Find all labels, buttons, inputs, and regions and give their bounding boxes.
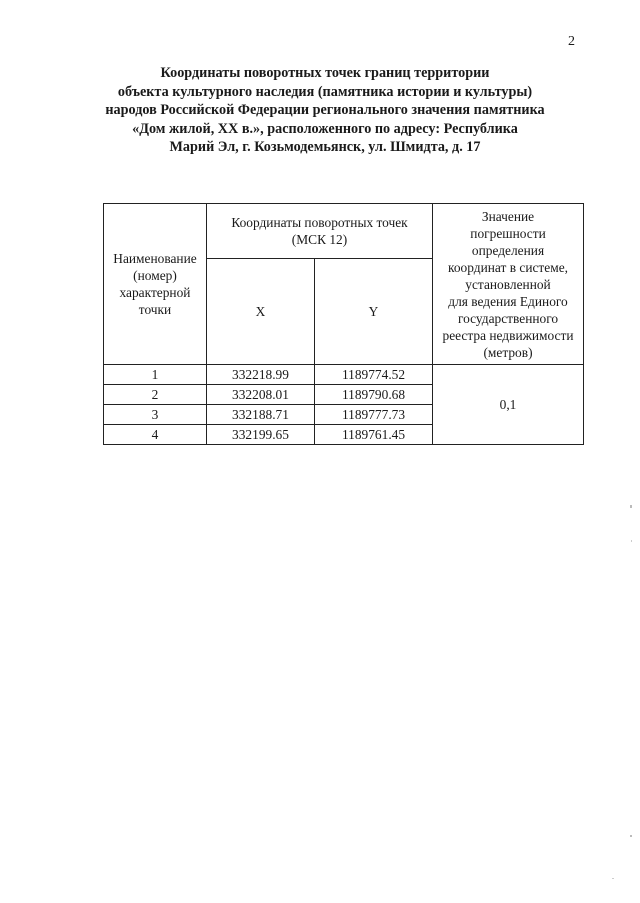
title-line: «Дом жилой, XX в.», расположенного по адресу: Республика (132, 120, 518, 137)
header-accuracy: Значение погрешности определения координат в системе, установленной для ведения Единого государственного реестра недвижимости (метров) (433, 204, 584, 365)
cell-x: 332188.71 (207, 405, 315, 425)
cell-y: 1189777.73 (315, 405, 433, 425)
cell-y: 1189761.45 (315, 425, 433, 445)
cell-accuracy: 0,1 (433, 365, 584, 445)
header-point-name: Наименование (номер) характерной точки (104, 204, 207, 365)
title-line: объекта культурного наследия (памятника истории и культуры) (117, 83, 533, 100)
page-number: 2 (568, 34, 575, 49)
cell-point: 2 (104, 385, 207, 405)
header-y: Y (315, 259, 433, 365)
title-line: народов Российской Федерации регионального значения памятника (105, 102, 545, 118)
cell-y: 1189774.52 (315, 365, 433, 385)
header-x: X (207, 259, 315, 365)
header-coordinates: Координаты поворотных точек (МСК 12) (207, 204, 433, 259)
cell-x: 332199.65 (207, 425, 315, 445)
title-line: Марий Эл, г. Козьмодемьянск, ул. Шмидта, д. 17 (169, 139, 481, 155)
cell-point: 4 (104, 425, 207, 445)
cell-x: 332208.01 (207, 385, 315, 405)
cell-x: 332218.99 (207, 365, 315, 385)
cell-y: 1189790.68 (315, 385, 433, 405)
title-line: Координаты поворотных точек границ территории (160, 65, 490, 81)
cell-point: 1 (104, 365, 207, 385)
cell-point: 3 (104, 405, 207, 425)
